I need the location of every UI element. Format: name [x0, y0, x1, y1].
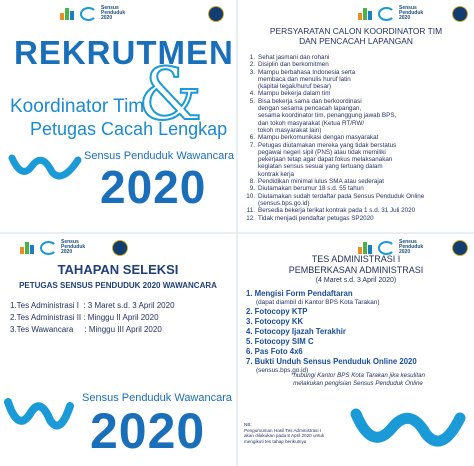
list-item [242, 163, 472, 170]
list-item-text: (sensus.bps.go.id) [258, 199, 310, 207]
sensus-logo-text: Sensus Penduduk 2020 [399, 5, 424, 21]
panel-divider [236, 0, 238, 466]
list-item-text: (kapital tegak/huruf besar) [258, 83, 332, 91]
list-item [242, 105, 472, 112]
sensus-wave-logo-icon [8, 150, 82, 184]
list-item-text: dan tokoh masyarakat (Ketua RT/RW/ [258, 119, 365, 127]
list-item-text: dengan sesama pencacah lapangan, [258, 105, 362, 113]
list-item [242, 112, 472, 119]
list-item-text: kontrak kerja [258, 170, 295, 178]
list-item: 7. Bukti Unduh Sensus Penduduk Online 2020 [246, 356, 417, 366]
list-item [242, 90, 472, 97]
regional-emblem-icon [112, 240, 128, 256]
list-item [242, 76, 472, 83]
list-item-text: Mampu berkomunikasi dengan masyarakat [258, 134, 379, 142]
list-item [242, 98, 472, 105]
caption-sensus-wawancara: Sensus Penduduk Wawancara [82, 392, 233, 404]
list-item-number: 4. [249, 90, 255, 98]
list-item: 2.Tes Administrasi II : Minggu II April 2020 [10, 313, 159, 322]
panel-persyaratan [238, 0, 474, 232]
list-item: 2. Fotocopy KTP [246, 306, 308, 316]
persyaratan-title-line2: DAN PENCACAH LAPANGAN [299, 36, 413, 46]
sensus-wave-icon [378, 241, 395, 255]
tahapan-subtitle: PETUGAS SENSUS PENDUDUK 2020 WAWANCARA [19, 281, 217, 290]
list-item: 4. Fotocopy Ijazah Terakhir [246, 326, 346, 336]
list-item-text: Bisa bekerja sama dan berkoordinasi [258, 97, 362, 105]
list-item-text: membaca dan menulis huruf latin [258, 75, 351, 83]
persyaratan-title-line1: PERSYARATAN CALON KOORDINATOR TIM [269, 26, 443, 36]
heading-rekrutmen: REKRUTMEN [14, 34, 234, 71]
list-item [242, 134, 472, 141]
list-item [242, 193, 472, 200]
list-item-number: 2. [249, 61, 255, 69]
sensus-wave-icon [378, 7, 395, 21]
list-item-number: 5. [249, 97, 255, 105]
list-item-text: Mampu bekerja dalam tim [258, 90, 331, 98]
tes-admin-title: TES ADMINISTRASI I [311, 254, 401, 264]
logo-row [60, 6, 125, 21]
list-item-text: Sehat jasmani dan rohani [258, 54, 330, 61]
nb-note [244, 422, 332, 444]
year-2020: 2020 [100, 161, 207, 213]
nb-text: Pengumuman Hasil Tes Administrasi I akan dilakukan pada 8 April 2020 untuk mengikuti tes tahap berikutnya [244, 427, 325, 444]
list-item: 1.Tes Administrasi I : 3 Maret s.d. 3 April 2020 [10, 301, 175, 310]
list-item-number: 7. [249, 141, 255, 149]
list-item-text: Petugas diutamakan mereka yang tidak berstatus [258, 141, 397, 149]
sensus-wave-icon [80, 7, 97, 21]
list-item-number: 6. [249, 134, 255, 142]
list-item-number [242, 112, 258, 119]
heading-koordinator: Koordinator Tim [10, 96, 145, 117]
tes-admin-date: (4 Maret s.d. 3 April 2020) [315, 277, 397, 284]
list-item [242, 83, 472, 90]
list-item-text: sesama koordinator tim, penanggung jawab BPS, [258, 112, 397, 120]
sensus-logo-text: Sensus Penduduk 2020 [61, 239, 86, 255]
sensus-logo-text: Sensus Penduduk 2020 [399, 239, 424, 255]
list-item [242, 120, 472, 127]
bps-logo-icon [358, 8, 374, 20]
logo-row [358, 240, 423, 255]
list-item-detail: (dapat diambil di Kantor BPS Kota Tarakan) [256, 299, 380, 306]
bps-logo-icon [60, 8, 76, 20]
sensus-wave-logo-icon [4, 392, 74, 438]
list-item [242, 149, 472, 156]
sensus-wave-logo-icon [350, 400, 466, 456]
list-item [242, 200, 472, 207]
list-item-text: Tidak menjadi pendaftar petugas SP2020 [258, 214, 374, 222]
list-item-detail: (sensus.bps.go.id) [256, 366, 309, 374]
list-item [242, 171, 472, 178]
help-note-line2: melakukan pengisian Sensus Penduduk Online [293, 379, 423, 387]
list-item-text: Pendidikan minimal lulus SMA atau sederajat [258, 178, 385, 186]
caption-sensus-wawancara: Sensus Penduduk Wawancara [84, 150, 235, 162]
tahapan-list [10, 300, 175, 336]
list-item: 1. Mengisi Form Pendaftaran [246, 289, 353, 298]
list-item-number [242, 120, 258, 127]
list-item-number: 1. [249, 54, 255, 61]
list-item-number [242, 76, 258, 83]
bps-logo-icon [358, 242, 374, 254]
logo-row [20, 240, 85, 255]
berkas-list [246, 289, 417, 374]
sensus-logo-text: Sensus Penduduk 2020 [101, 5, 126, 21]
list-item-number: 12. [246, 214, 255, 222]
panel-rekrutmen [0, 0, 236, 232]
list-item [242, 207, 472, 214]
list-item-number: 3. [249, 68, 255, 76]
heading-petugas: Petugas Cacah Lengkap [30, 119, 228, 139]
list-item: 6. Pas Foto 4x6 [246, 346, 303, 356]
sensus-wave-icon [40, 241, 57, 255]
list-item-number [242, 200, 258, 207]
nb-label: NB: [244, 422, 252, 427]
tahapan-title: TAHAPAN SELEKSI [57, 262, 179, 277]
list-item-text: Bersedia bekerja terikat kontrak pada 1 s.d. 31 Juli 2020 [258, 207, 416, 215]
persyaratan-title [244, 26, 468, 46]
list-item-text: Diutamakan sudah terdaftar pada Sensus Penduduk Online [258, 192, 425, 200]
help-note [252, 372, 464, 387]
ampersand-glyph: & [138, 52, 203, 136]
list-item-number: 11. [246, 207, 255, 215]
list-item-text: Mampu berbahasa Indonesia serta [258, 68, 356, 76]
panel-tes-administrasi [238, 234, 474, 466]
list-item [242, 127, 472, 134]
list-item [242, 178, 472, 185]
list-item-number [242, 127, 258, 134]
regional-emblem-icon [452, 6, 468, 22]
list-item [242, 69, 472, 76]
panel-tahapan-seleksi [0, 234, 236, 466]
logo-row [358, 6, 423, 21]
list-item-number: 8. [249, 178, 255, 186]
list-item-number [242, 171, 258, 178]
list-item-number: 9. [249, 185, 255, 193]
year-2020: 2020 [90, 403, 206, 459]
list-item [242, 156, 472, 163]
list-item [242, 185, 472, 192]
list-item [242, 54, 472, 61]
help-note-line1: *hubungi Kantor BPS Kota Tarakan jika kesulitan [291, 372, 425, 379]
list-item-number [242, 105, 258, 112]
list-item-text: tokoh masyarakat lain) [258, 126, 322, 134]
list-item-number: 10. [246, 192, 255, 200]
list-item-number [242, 83, 258, 90]
persyaratan-list [242, 54, 472, 222]
list-item-text: pegawai negeri sipil (PNS) atau tidak memiliki [258, 148, 386, 156]
bps-logo-icon [20, 242, 36, 254]
list-item: 3.Tes Wawancara : Minggu III April 2020 [10, 325, 162, 334]
list-item-number [242, 149, 258, 156]
list-item: 3. Fotocopy KK [246, 316, 304, 326]
list-item-number [242, 163, 258, 170]
list-item [242, 142, 472, 149]
regional-emblem-icon [208, 6, 224, 22]
tes-admin-subtitle: PEMBERKASAN ADMINISTRASI [288, 265, 424, 275]
list-item [242, 61, 472, 68]
list-item-text: Disiplin dan berkomitmen [258, 61, 329, 69]
list-item-text: pekerjaan tetap agar dapat fokus melaksanakan [258, 156, 393, 164]
list-item-number [242, 156, 258, 163]
list-item-text: Diutamakan berumur 18 s.d. 55 tahun [258, 185, 364, 193]
list-item: 5. Fotocopy SIM C [246, 336, 314, 346]
list-item [242, 215, 472, 222]
list-item-text: kegiatan sensus sesuai yang tertuang dalam [258, 163, 383, 171]
